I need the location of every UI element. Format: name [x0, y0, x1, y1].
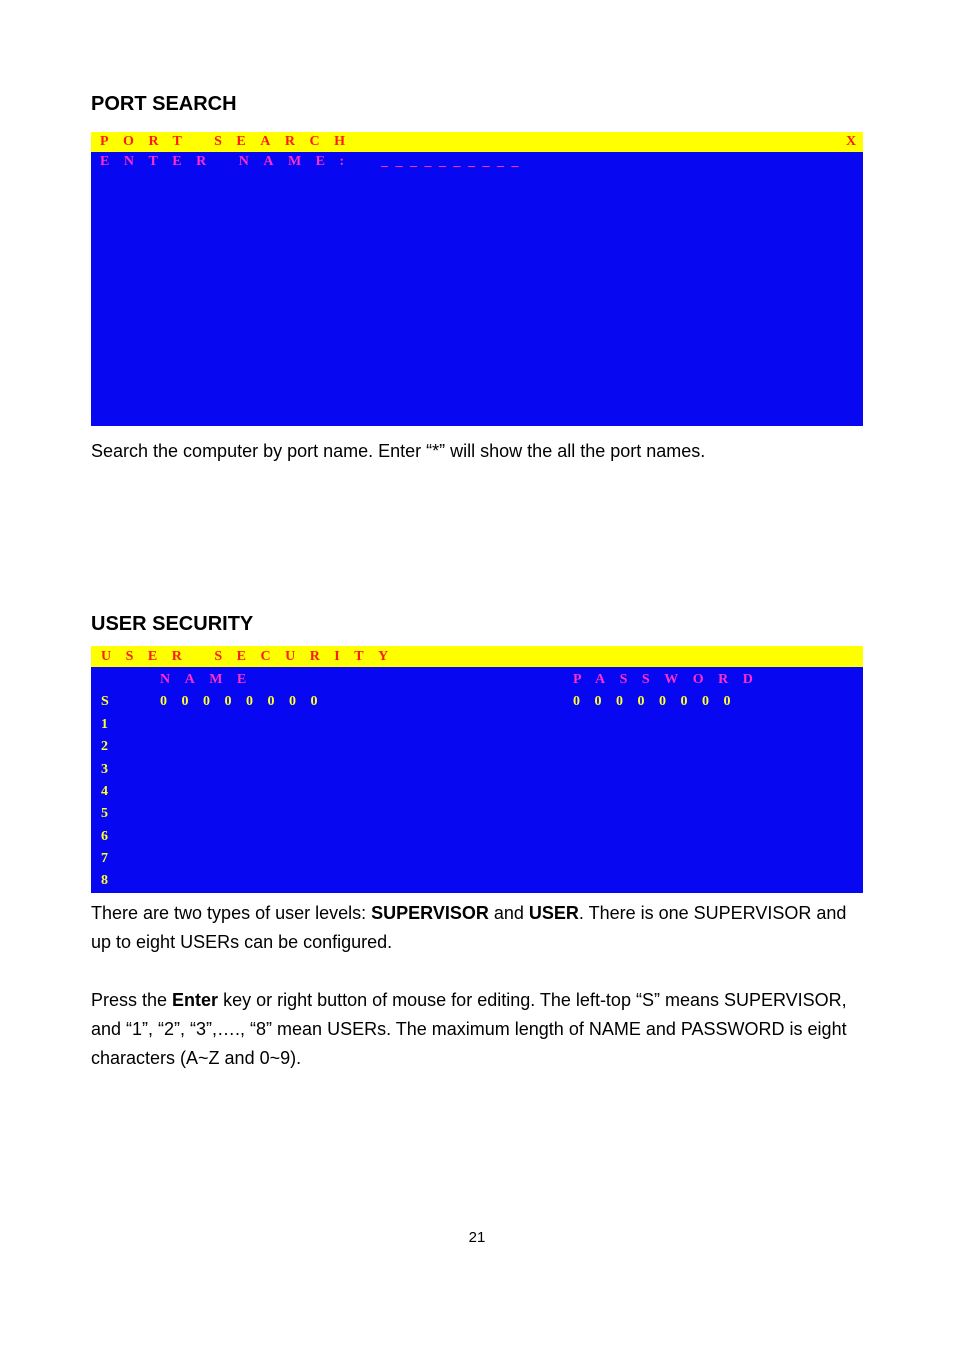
row-label-user-6[interactable]: 6 [101, 829, 123, 844]
row-label-user-1[interactable]: 1 [101, 717, 123, 732]
supervisor-password-field[interactable]: 00000000 [573, 694, 745, 709]
supervisor-name-field[interactable]: 00000000 [160, 694, 332, 709]
user-security-title: USER SECURITY [101, 649, 403, 664]
enter-name-prompt: ENTER NAME: [100, 154, 359, 169]
row-label-user-8[interactable]: 8 [101, 873, 123, 888]
port-search-screen [91, 132, 863, 426]
name-column-header: NAME [160, 672, 261, 687]
port-search-heading: PORT SEARCH [91, 93, 237, 115]
user-security-heading: USER SECURITY [91, 613, 254, 635]
editing-instructions-paragraph: Press the Enter key or right button of mouse for editing. The left-top “S” means SUPERVISOR, and “1”, “2”, “3”,…., “8” mean USERs. The maximum length of NAME and PASSWORD is eight characters (A~Z and 0~9). [91, 990, 847, 1068]
password-column-header: PASSWORD [573, 672, 768, 687]
row-label-user-2[interactable]: 2 [101, 739, 123, 754]
row-label-supervisor[interactable]: S [101, 694, 124, 709]
row-label-user-7[interactable]: 7 [101, 851, 123, 866]
row-label-user-4[interactable]: 4 [101, 784, 123, 799]
port-search-description: Search the computer by port name. Enter “*” will show the all the port names. [91, 441, 706, 461]
user-security-screen [91, 646, 863, 893]
port-name-input[interactable]: _ _ _ _ _ _ _ _ _ _ [381, 154, 521, 169]
user-levels-paragraph: There are two types of user levels: SUPERVISOR and USER. There is one SUPERVISOR and up to eight USERs can be configured. [91, 903, 847, 952]
row-label-user-5[interactable]: 5 [101, 806, 123, 821]
close-button[interactable]: X [846, 134, 857, 149]
row-label-user-3[interactable]: 3 [101, 762, 123, 777]
page-number: 21 [468, 1229, 486, 1246]
port-search-title: PORT SEARCH [100, 134, 360, 149]
